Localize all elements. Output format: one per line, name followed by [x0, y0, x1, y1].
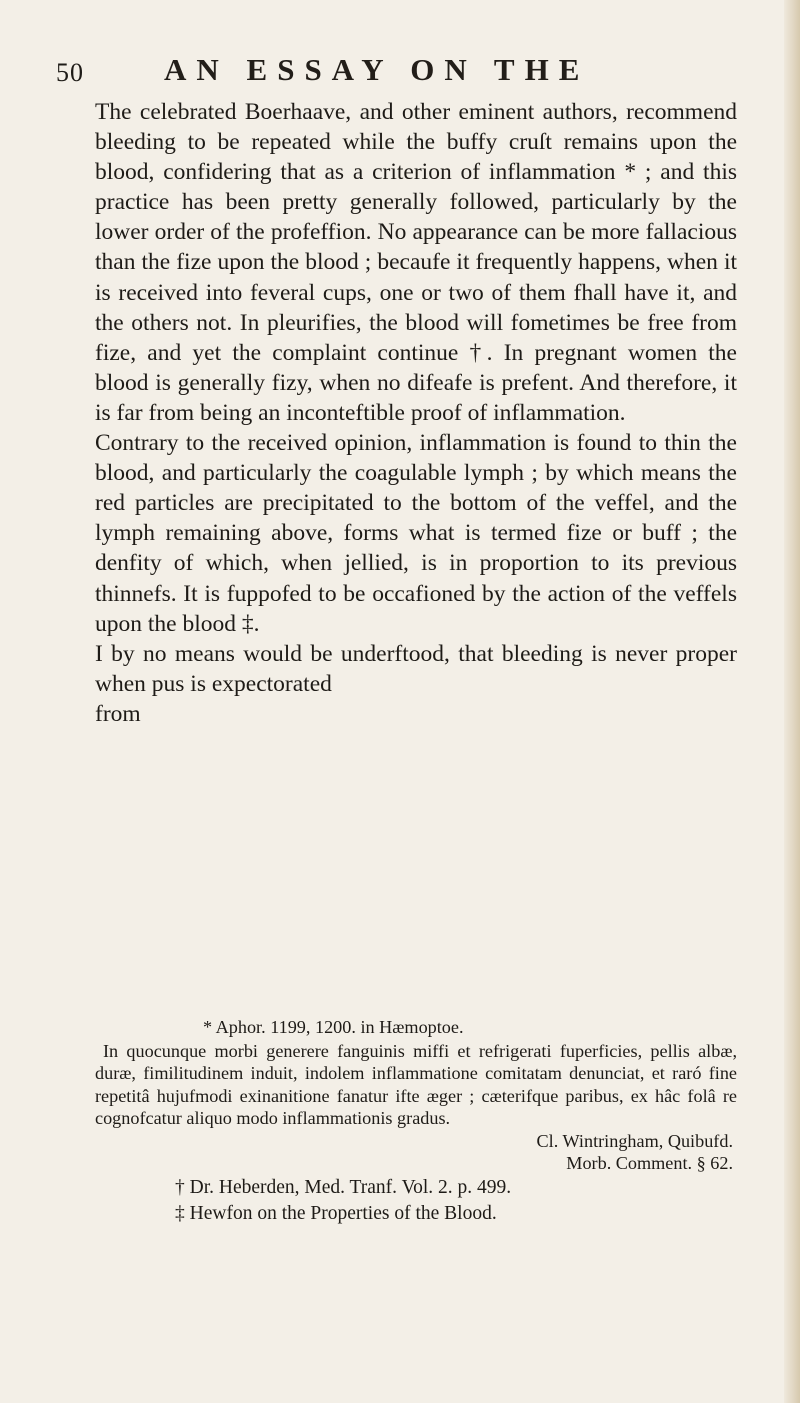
paragraph-1: The celebrated Boerhaave, and other eminent authors, recommend bleeding to be repeated while the buffy cruſt remains upon the blood, confidering that as a criterion of inflammation * ; and this practice has been pretty generally followed, particularly by the lower order of the profeffion. No appearance can be more fallacious than the fize upon the blood ; becaufe it frequently happens, when it is received into feveral cups, one or two of them fhall have it, and the others not. In pleurifies, the blood will fometimes be free from fize, and yet the complaint continue †. In pregnant women the blood is generally fizy, when no difeafe is prefent. And therefore, it is far from being an inconteftible proof of inflammation.: [95, 99, 737, 426]
footnote-1-quotation: In quocunque morbi generere fanguinis miffi et refrigerati fuperficies, pellis albæ, duræ, fimilitudinem induit, indolem inflammatione comitatam denunciat, et raró fine repetitâ hujufmodi exinanitione fanatur ifte æger ; cæterifque paribus, ex hâc folâ re cognofcatur aliquo modo inflammationis gradus.: [95, 1040, 737, 1128]
main-text: [95, 97, 737, 729]
catchword: from: [95, 700, 141, 727]
footnote-3: ‡ Hewfon on the Properties of the Blood.: [175, 1202, 497, 1224]
page-edge-shadow: [784, 0, 800, 1403]
footnote-2: † Dr. Heberden, Med. Tranf. Vol. 2. p. 499.: [175, 1176, 512, 1198]
footnotes: [95, 1016, 737, 1227]
footnote-1-citation-line-2: Morb. Comment. § 62.: [566, 1153, 733, 1173]
footnote-1-heading: * Aphor. 1199, 1200. in Hæmoptoe.: [203, 1017, 464, 1037]
page-number: 50: [56, 58, 84, 87]
page-header: [56, 52, 756, 92]
paragraph-3: I by no means would be underftood, that bleeding is never proper when pus is expectorated: [95, 640, 737, 697]
footnote-1-citation-line-1: Cl. Wintringham, Quibufd.: [536, 1130, 733, 1151]
paragraph-2: Contrary to the received opinion, inflammation is found to thin the blood, and particularly the coagulable lymph ; by which means the red particles are precipitated to the bottom of the veffel, and the lymph remaining above, forms what is termed fize or buff ; the denfity of which, when jellied, is in proportion to its previous thinnefs. It is fuppofed to be occafioned by the action of the veffels upon the blood ‡.: [95, 430, 737, 637]
running-title: AN ESSAY ON THE: [164, 52, 590, 87]
